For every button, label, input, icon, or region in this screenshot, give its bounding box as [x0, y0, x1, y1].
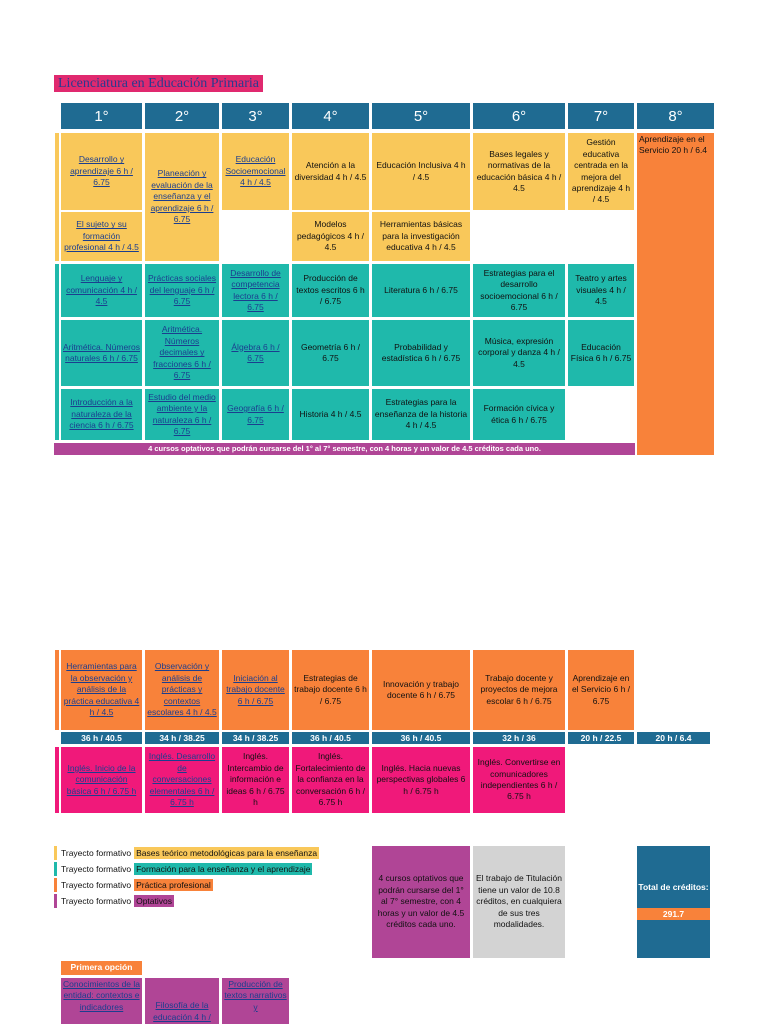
semester-hours: 34 h / 38.25: [145, 732, 219, 744]
total-credits-box: [637, 846, 710, 958]
page-title: Licenciatura en Educación Primaria: [54, 75, 263, 92]
semester-header: 6°: [473, 103, 565, 129]
semester-header: 5°: [372, 103, 470, 129]
course-cell[interactable]: Producción de textos narrativos y: [222, 978, 289, 1024]
course-cell[interactable]: Lenguaje y comunicación 4 h / 4.5: [61, 264, 142, 317]
course-cell[interactable]: Estudio del medio ambiente y la naturaleza 6 h / 6.75: [145, 389, 219, 440]
course-cell[interactable]: Estrategias de trabajo docente 6 h / 6.75: [292, 650, 369, 730]
course-cell[interactable]: Introducción a la naturaleza de la ciencia 6 h / 6.75: [61, 389, 142, 440]
course-cell[interactable]: Inglés. Convertirse en comunicadores independientes 6 h / 6.75 h: [473, 747, 565, 813]
trayecto-marker: [55, 650, 59, 730]
total-credits-label: Total de créditos:: [638, 882, 709, 892]
semester-hours: 20 h / 6.4: [637, 732, 710, 744]
course-cell[interactable]: Educación Socioemocional 4 h / 4.5: [222, 133, 289, 210]
course-cell[interactable]: Bases legales y normativas de la educación básica 4 h / 4.5: [473, 133, 565, 210]
course-cell[interactable]: Modelos pedagógicos 4 h / 4.5: [292, 212, 369, 261]
course-cell[interactable]: Inglés. Desarrollo de conversaciones elementales 6 h / 6.75 h: [145, 747, 219, 813]
semester-header: 3°: [222, 103, 289, 129]
semester-hours: 36 h / 40.5: [61, 732, 142, 744]
course-cell[interactable]: Teatro y artes visuales 4 h / 4.5: [568, 264, 634, 317]
semester-hours: 20 h / 22.5: [568, 732, 634, 744]
course-cell[interactable]: Trabajo docente y proyectos de mejora escolar 6 h / 6.75: [473, 650, 565, 730]
legend-item: Trayecto formativo Optativos: [54, 894, 174, 908]
semester-header: 2°: [145, 103, 219, 129]
trayecto-marker: [55, 747, 59, 813]
course-cell[interactable]: Geometría 6 h / 6.75: [292, 320, 369, 386]
course-cell[interactable]: Observación y análisis de prácticas y contextos escolares 4 h / 4.5: [145, 650, 219, 730]
course-cell[interactable]: Inglés. Intercambio de información e ideas 6 h / 6.75 h: [222, 747, 289, 813]
titulacion-box: El trabajo de Titulación tiene un valor de 10.8 créditos, en cualquiera de sus tres modalidades.: [473, 846, 565, 958]
optional-courses-bar: 4 cursos optativos que podrán cursarse del 1° al 7° semestre, con 4 horas y un valor de 4.5 créditos cada uno.: [54, 443, 635, 455]
semester-header: 4°: [292, 103, 369, 129]
semester-hours: 34 h / 38.25: [222, 732, 289, 744]
course-cell[interactable]: Estrategias para el desarrollo socioemocional 6 h / 6.75: [473, 264, 565, 317]
course-cell[interactable]: Gestión educativa centrada en la mejora del aprendizaje 4 h / 4.5: [568, 133, 634, 210]
legend-item: Trayecto formativo Práctica profesional: [54, 878, 213, 892]
course-cell[interactable]: Herramientas básicas para la investigación educativa 4 h / 4.5: [372, 212, 470, 261]
course-cell[interactable]: Atención a la diversidad 4 h / 4.5: [292, 133, 369, 210]
course-cell[interactable]: Aritmética. Números decimales y fracciones 6 h / 6.75: [145, 320, 219, 386]
course-cell[interactable]: Iniciación al trabajo docente 6 h / 6.75: [222, 650, 289, 730]
trayecto-marker: [55, 133, 59, 261]
trayecto-marker: [55, 264, 59, 440]
semester-header: 8°: [637, 103, 714, 129]
course-cell[interactable]: Inglés. Hacia nuevas perspectivas globales 6 h / 6.75 h: [372, 747, 470, 813]
course-cell[interactable]: Planeación y evaluación de la enseñanza y el aprendizaje 6 h / 6.75: [145, 133, 219, 261]
course-cell[interactable]: Estrategias para la enseñanza de la historia 4 h / 4.5: [372, 389, 470, 440]
course-cell[interactable]: Desarrollo y aprendizaje 6 h / 6.75: [61, 133, 142, 210]
course-cell[interactable]: Geografía 6 h / 6.75: [222, 389, 289, 440]
course-cell[interactable]: El sujeto y su formación profesional 4 h / 4.5: [61, 212, 142, 261]
semester-header: 7°: [568, 103, 634, 129]
course-cell[interactable]: Inglés. Inicio de la comunicación básica 6 h / 6.75 h: [61, 747, 142, 813]
course-cell[interactable]: Filosofía de la educación 4 h /: [145, 978, 219, 1024]
course-cell[interactable]: Aprendizaje en el Servicio 20 h / 6.4: [637, 133, 714, 455]
legend-item: Trayecto formativo Bases teórico metodológicas para la enseñanza: [54, 846, 319, 860]
optional-courses-box: 4 cursos optativos que podrán cursarse del 1° al 7° semestre, con 4 horas y un valor de 4.5 créditos cada uno.: [372, 846, 470, 958]
course-cell[interactable]: Aprendizaje en el Servicio 6 h / 6.75: [568, 650, 634, 730]
semester-header: 1°: [61, 103, 142, 129]
course-cell[interactable]: Probabilidad y estadística 6 h / 6.75: [372, 320, 470, 386]
course-cell[interactable]: Conocimientos de la entidad: contextos e indicadores: [61, 978, 142, 1024]
course-cell[interactable]: Álgebra 6 h / 6.75: [222, 320, 289, 386]
semester-hours: 32 h / 36: [473, 732, 565, 744]
course-cell[interactable]: Música, expresión corporal y danza 4 h / 4.5: [473, 320, 565, 386]
course-cell[interactable]: Desarrollo de competencia lectora 6 h / 6.75: [222, 264, 289, 317]
total-credits-value: 291.7: [637, 908, 710, 920]
course-cell[interactable]: Producción de textos escritos 6 h / 6.75: [292, 264, 369, 317]
course-cell[interactable]: Aritmética. Números naturales 6 h / 6.75: [61, 320, 142, 386]
semester-hours: 36 h / 40.5: [372, 732, 470, 744]
course-cell[interactable]: Prácticas sociales del lenguaje 6 h / 6.75: [145, 264, 219, 317]
course-cell[interactable]: Educación Inclusiva 4 h / 4.5: [372, 133, 470, 210]
course-cell[interactable]: Literatura 6 h / 6.75: [372, 264, 470, 317]
course-cell[interactable]: Inglés. Fortalecimiento de la confianza en la conversación 6 h / 6.75 h: [292, 747, 369, 813]
legend-item: Trayecto formativo Formación para la enseñanza y el aprendizaje: [54, 862, 312, 876]
first-option-label: Primera opción: [61, 961, 142, 975]
course-cell[interactable]: Educación Física 6 h / 6.75: [568, 320, 634, 386]
semester-hours: 36 h / 40.5: [292, 732, 369, 744]
course-cell[interactable]: Herramientas para la observación y análisis de la práctica educativa 4 h / 4.5: [61, 650, 142, 730]
course-cell[interactable]: Formación cívica y ética 6 h / 6.75: [473, 389, 565, 440]
course-cell[interactable]: Innovación y trabajo docente 6 h / 6.75: [372, 650, 470, 730]
course-cell[interactable]: Historia 4 h / 4.5: [292, 389, 369, 440]
